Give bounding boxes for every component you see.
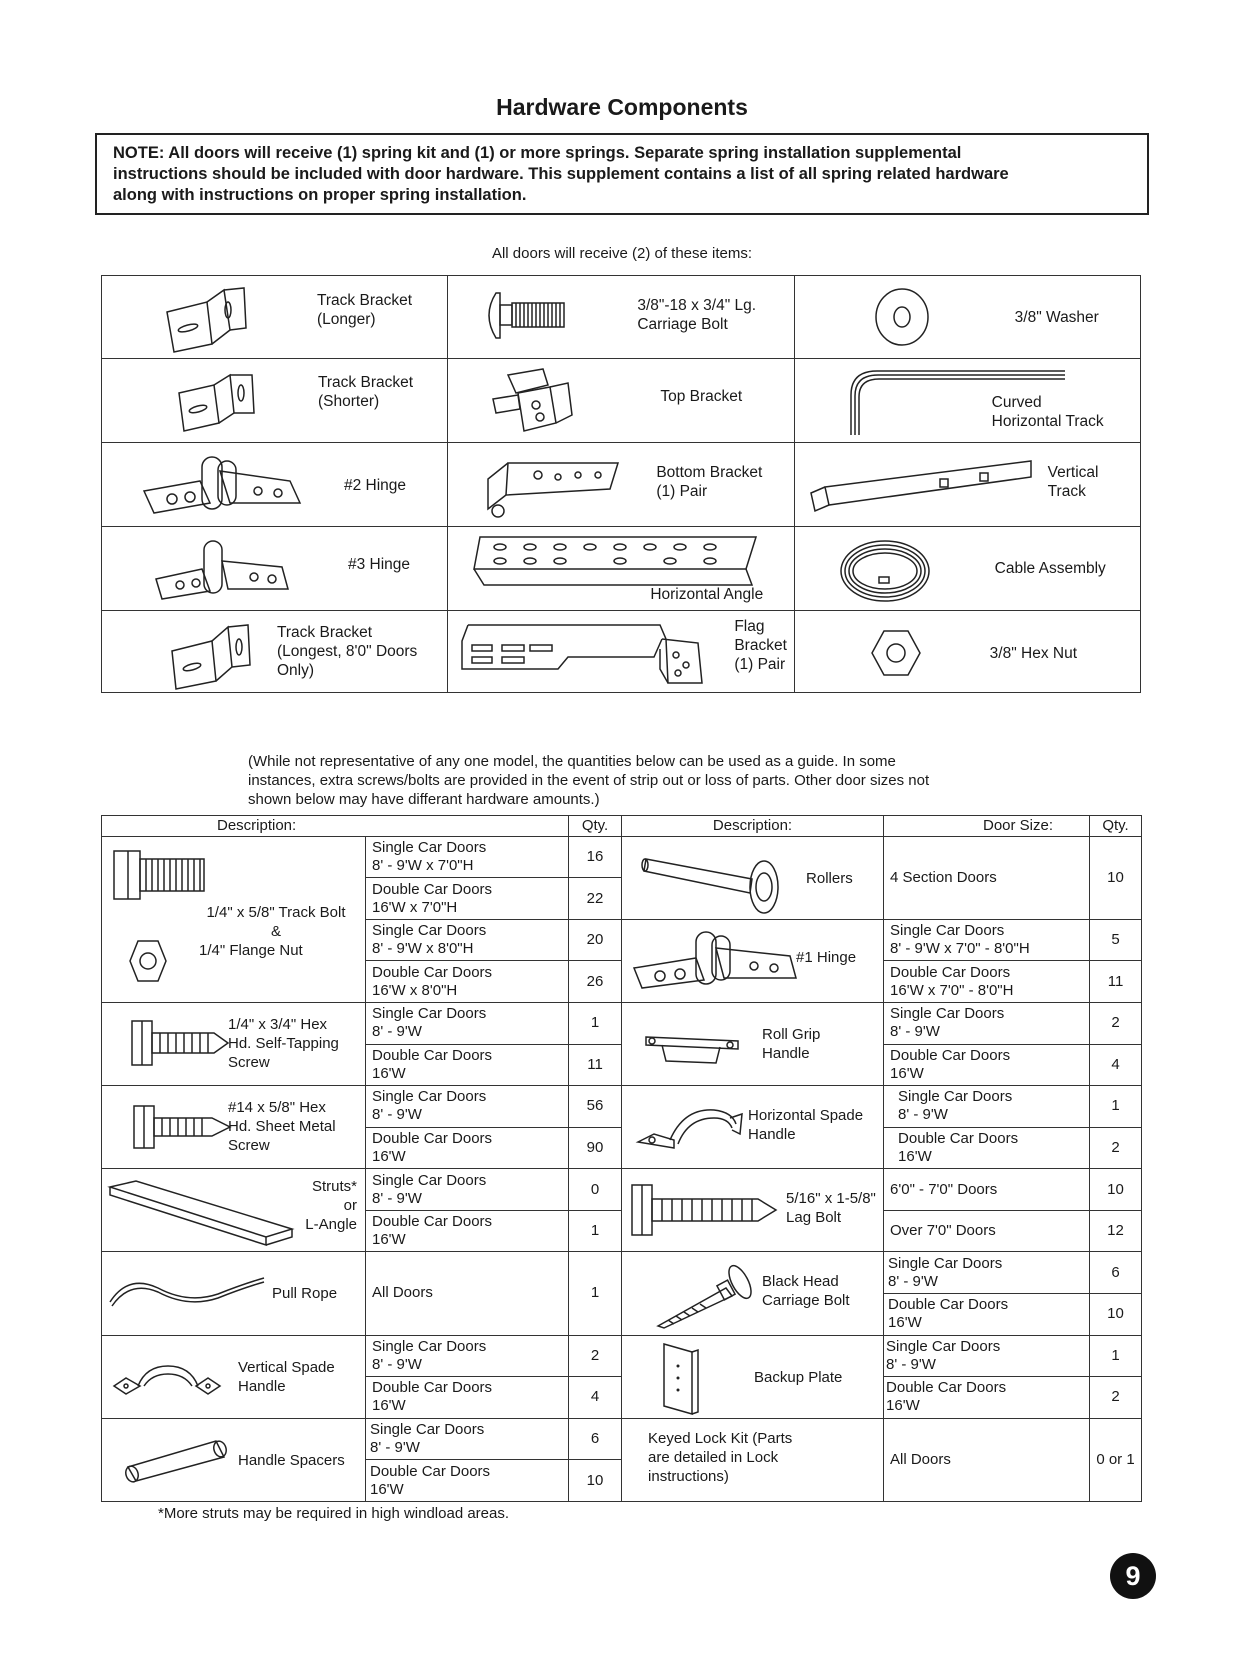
qty-cell: 22 <box>569 878 622 920</box>
component-cell <box>448 610 794 692</box>
track-bolt-description <box>102 836 366 1002</box>
component-cell <box>448 442 794 526</box>
left-description-header: Description: <box>102 816 569 837</box>
backup-plate-icon <box>660 1342 700 1416</box>
qty-cell: 10 <box>1090 836 1142 919</box>
size-cell: Single Car Doors 8' - 9'W x 7'0"H <box>366 836 569 878</box>
size-cell: Single Car Doors 8' - 9'W <box>366 1003 569 1045</box>
roller-icon <box>642 849 792 913</box>
component-cell <box>102 527 448 610</box>
backup-plate-description <box>622 1335 884 1418</box>
top-bracket-icon <box>488 365 578 437</box>
roll-grip-handle-icon <box>642 1027 742 1067</box>
qty-cell: 0 or 1 <box>1090 1418 1142 1501</box>
component-cell <box>448 359 794 442</box>
size-cell: Double Car Doors 16'W <box>884 1044 1090 1086</box>
vertical-spade-description: Vertical Spade Handle <box>102 1335 366 1418</box>
size-cell: Single Car Doors 8' - 9'W x 8'0"H <box>366 919 569 961</box>
hardware-quantity-table <box>101 815 1142 1502</box>
hinge-icon <box>630 926 800 994</box>
left-qty-header: Qty. <box>569 816 622 837</box>
lag-bolt-description: 5/16" x 1-5/8" Lag Bolt <box>622 1169 884 1252</box>
size-cell: Double Car Doors 16'W <box>366 1044 569 1086</box>
black-head-bolt-label: Black Head <box>762 1273 839 1291</box>
flange-nut-icon <box>128 939 168 983</box>
self-tapping-screw-description: 1/4" x 3/4" Hex Hd. Self-Tapping Screw <box>102 1003 366 1086</box>
keyed-lock-label: Keyed Lock Kit (Parts <box>648 1429 793 1447</box>
qty-cell: 6 <box>569 1418 622 1460</box>
pull-rope-description <box>102 1252 366 1335</box>
washer-icon <box>872 286 932 348</box>
qty-cell: 0 <box>569 1169 622 1211</box>
size-cell: Single Car Doors 8' - 9'W <box>884 1335 1090 1377</box>
component-cell <box>794 610 1140 692</box>
track-bolt-icon <box>112 845 207 905</box>
qty-cell: 2 <box>1090 1127 1142 1169</box>
pull-rope-label: Pull Rope <box>272 1285 338 1303</box>
lag-bolt-icon <box>630 1181 780 1239</box>
size-cell: 4 Section Doors <box>884 836 1090 919</box>
carriage-bolt-icon <box>656 1262 756 1328</box>
spring-note-box <box>95 133 1149 215</box>
roll-grip-description: Roll Grip Handle <box>622 1003 884 1086</box>
hinge-1-label: #1 Hinge <box>796 948 857 966</box>
horizontal-spade-label: Horizontal Spade <box>748 1107 864 1125</box>
size-cell: Double Car Doors 16'W x 7'0"H <box>366 878 569 920</box>
size-cell: Double Car Doors 16'W <box>366 1127 569 1169</box>
component-cell <box>102 610 448 692</box>
note-line: NOTE: All doors will receive (1) spring kit and (1) or more springs. Separate spring installation supplemental <box>113 144 962 162</box>
handle-spacer-description <box>102 1418 366 1501</box>
component-label: #3 Hinge <box>348 556 411 574</box>
hex-nut-icon <box>870 629 922 677</box>
strut-description: Struts* or L-Angle <box>102 1169 366 1252</box>
angle-icon <box>470 533 760 587</box>
qty-cell: 4 <box>569 1377 622 1419</box>
size-cell: Single Car Doors 8' - 9'W <box>366 1335 569 1377</box>
page-number: 9 <box>1110 1553 1156 1599</box>
flange-nut-label: 1/4" Flange Nut <box>199 941 303 959</box>
size-cell: Double Car Doors 16'W <box>884 1293 1090 1335</box>
qty-cell: 1 <box>569 1252 622 1335</box>
sheet-metal-screw-icon <box>132 1102 232 1152</box>
component-cell <box>102 442 448 526</box>
hinge-icon <box>140 451 305 519</box>
size-cell: Double Car Doors 16'W <box>366 1210 569 1252</box>
components-subtitle: All doors will receive (2) of these items: <box>491 245 753 262</box>
track-bolt-label: 1/4" x 5/8" Track Bolt <box>206 903 346 921</box>
spade-handle-icon <box>634 1104 744 1150</box>
struts-label: Struts* <box>311 1178 357 1196</box>
qty-cell: 2 <box>1090 1377 1142 1419</box>
component-label: Bottom Bracket (1) Pair <box>656 463 763 500</box>
size-cell: Single Car Doors 8' - 9'W <box>884 1086 1090 1128</box>
qty-cell: 26 <box>569 961 622 1003</box>
right-qty-header: Qty. <box>1090 816 1142 837</box>
size-cell: Single Car Doors 8' - 9'W <box>366 1086 569 1128</box>
horizontal-spade-description: Horizontal Spade Handle <box>622 1086 884 1169</box>
component-label: 3/8"-18 x 3/4" Lg. Carriage Bolt <box>637 297 757 333</box>
roller-description <box>622 836 884 919</box>
note-line: instructions should be included with door hardware. This supplement contains a list of all spring related hardware <box>113 165 1009 183</box>
qty-cell: 16 <box>569 836 622 878</box>
component-label: 3/8" Washer <box>1014 309 1099 326</box>
qty-cell: 56 <box>569 1086 622 1128</box>
vertical-spade-label: Vertical Spade <box>238 1358 335 1376</box>
component-label: 3/8" Hex Nut <box>989 644 1078 662</box>
sheet-metal-label: #14 x 5/8" Hex <box>228 1099 326 1117</box>
size-cell: Single Car Doors 8' - 9'W <box>366 1418 569 1460</box>
lag-bolt-label: 5/16" x 1-5/8" <box>786 1190 876 1208</box>
hinge-1-description <box>622 919 884 1002</box>
component-label: Track Bracket (Shorter) <box>318 374 414 411</box>
qty-cell: 1 <box>569 1003 622 1045</box>
size-cell: Single Car Doors 8' - 9'W x 7'0" - 8'0"H <box>884 919 1090 961</box>
right-description-header: Description: <box>622 816 884 837</box>
component-cell <box>102 276 448 359</box>
handle-spacer-label: Handle Spacers <box>238 1451 345 1469</box>
backup-plate-label: Backup Plate <box>754 1368 843 1386</box>
handle-spacer-icon <box>120 1437 230 1483</box>
keyed-lock-description: Keyed Lock Kit (Parts are detailed in Lock instructions) <box>622 1418 884 1501</box>
spade-handle-icon <box>112 1362 222 1398</box>
quantity-guide-note: (While not representative of any one model, the quantities below can be used as a guide. In some instances, extra screws/bolts are provided in the event of strip out or loss of parts. Other door sizes not shown below may have differant hardware amounts.) <box>248 753 930 808</box>
bracket-icon <box>174 369 259 431</box>
component-cell <box>794 442 1140 526</box>
size-cell: Double Car Doors 16'W <box>366 1377 569 1419</box>
qty-cell: 4 <box>1090 1044 1142 1086</box>
component-cell <box>794 359 1140 442</box>
size-cell: 6'0" - 7'0" Doors <box>884 1169 1090 1211</box>
component-label: Flag Bracket (1) Pair <box>734 617 787 673</box>
qty-cell: 20 <box>569 919 622 961</box>
roller-label: Rollers <box>806 869 853 887</box>
qty-cell: 12 <box>1090 1210 1142 1252</box>
qty-cell: 10 <box>1090 1169 1142 1211</box>
size-cell: Double Car Doors 16'W <box>884 1127 1090 1169</box>
bottom-bracket-icon <box>478 449 623 521</box>
vertical-track-icon <box>805 457 1033 513</box>
qty-cell: 11 <box>1090 961 1142 1003</box>
qty-cell: 1 <box>569 1210 622 1252</box>
roll-grip-label: Roll Grip <box>762 1026 821 1044</box>
strut-icon <box>106 1177 296 1251</box>
carriage-bolt-icon <box>486 288 566 343</box>
component-label: #2 Hinge <box>344 476 407 494</box>
qty-cell: 2 <box>1090 1003 1142 1045</box>
black-head-bolt-description: Black Head Carriage Bolt <box>622 1252 884 1335</box>
qty-cell: 90 <box>569 1127 622 1169</box>
qty-cell: 5 <box>1090 919 1142 961</box>
self-tapping-screw-icon <box>130 1017 230 1069</box>
component-label: Cable Assembly <box>994 560 1106 578</box>
size-cell: Double Car Doors 16'W x 8'0"H <box>366 961 569 1003</box>
cable-icon <box>835 531 935 607</box>
size-cell: All Doors <box>884 1418 1090 1501</box>
hinge-icon <box>152 533 292 603</box>
size-cell: Double Car Doors 16'W <box>366 1460 569 1502</box>
qty-cell: 10 <box>1090 1293 1142 1335</box>
component-cell <box>794 276 1140 359</box>
page-title: Hardware Components <box>496 94 748 120</box>
component-label: Track Bracket (Longer) <box>317 292 413 328</box>
self-tapping-label: 1/4" x 3/4" Hex <box>228 1016 328 1034</box>
component-label: Curved Horizontal Track <box>991 394 1104 431</box>
qty-cell: 1 <box>1090 1335 1142 1377</box>
size-cell: Over 7'0" Doors <box>884 1210 1090 1252</box>
component-label: Track Bracket (Longest, 8'0" Doors Only) <box>277 623 418 679</box>
size-cell: Single Car Doors 8' - 9'W <box>884 1003 1090 1045</box>
pull-rope-icon <box>108 1274 268 1314</box>
size-cell: All Doors <box>366 1252 569 1335</box>
size-cell: Single Car Doors 8' - 9'W <box>884 1252 1090 1294</box>
door-size-header: Door Size: <box>884 816 1090 837</box>
qty-cell: 6 <box>1090 1252 1142 1294</box>
ampersand: & <box>270 922 281 940</box>
component-cell <box>102 359 448 442</box>
note-line: along with instructions on proper spring installation. <box>113 186 527 204</box>
component-label: Top Bracket <box>660 388 743 406</box>
component-label: Vertical Track <box>1047 463 1099 500</box>
components-grid <box>101 275 1141 693</box>
component-cell <box>448 276 794 359</box>
qty-cell: 2 <box>569 1335 622 1377</box>
component-cell <box>794 527 1140 610</box>
qty-cell: 11 <box>569 1044 622 1086</box>
qty-cell: 1 <box>1090 1086 1142 1128</box>
size-cell: Double Car Doors 16'W <box>884 1377 1090 1419</box>
flag-bracket-icon <box>458 619 708 689</box>
component-cell <box>448 527 794 610</box>
qty-cell: 10 <box>569 1460 622 1502</box>
bracket-icon <box>168 619 253 689</box>
component-label: Horizontal Angle <box>650 586 764 604</box>
sheet-metal-screw-description: #14 x 5/8" Hex Hd. Sheet Metal Screw <box>102 1086 366 1169</box>
size-cell: Single Car Doors 8' - 9'W <box>366 1169 569 1211</box>
footnote: *More struts may be required in high windload areas. <box>158 1505 510 1522</box>
size-cell: Double Car Doors 16'W x 7'0" - 8'0"H <box>884 961 1090 1003</box>
bracket-icon <box>162 284 247 352</box>
